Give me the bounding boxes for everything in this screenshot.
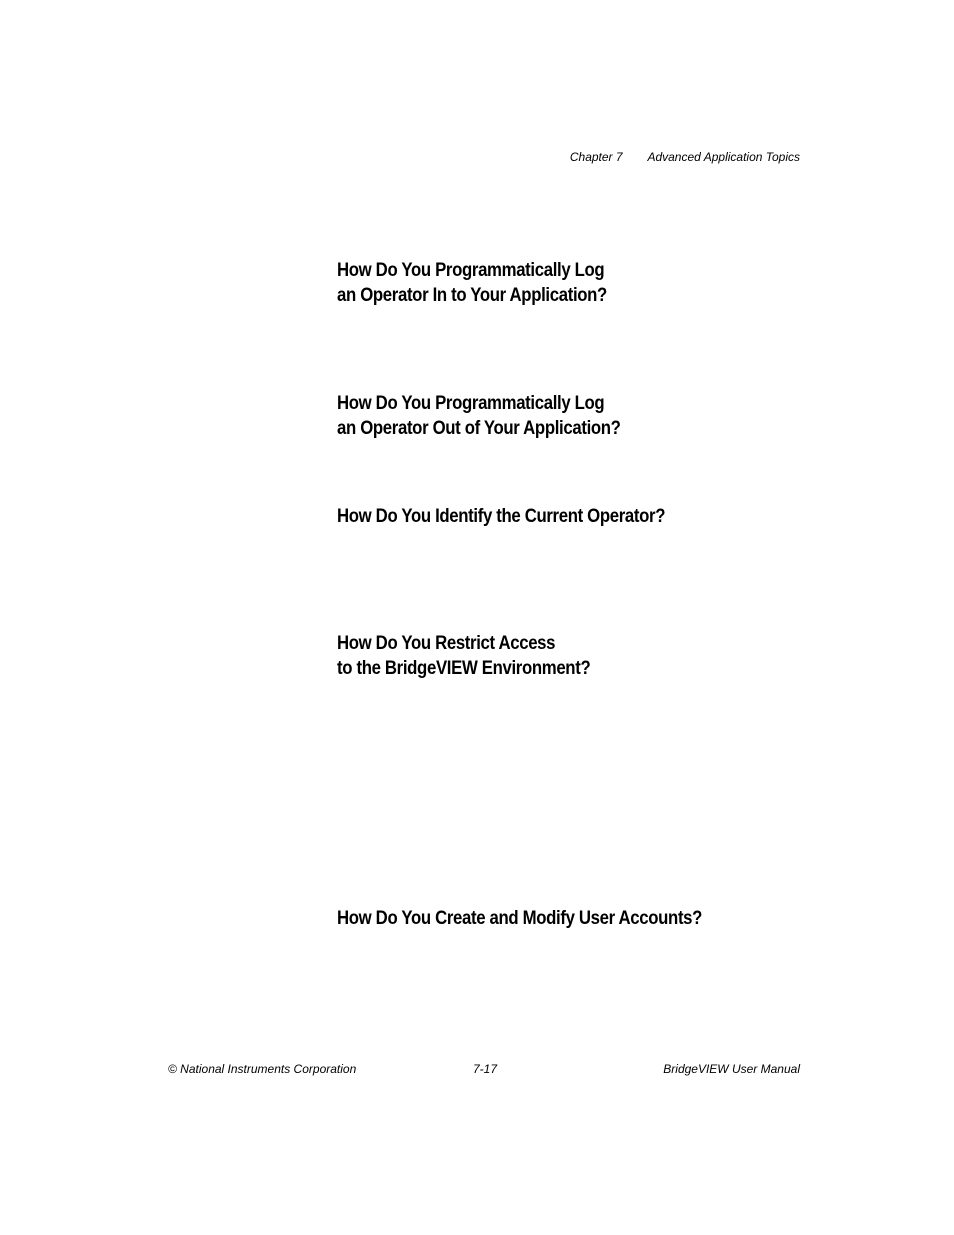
- heading-line: to the BridgeVIEW Environment?: [337, 657, 591, 679]
- heading-log-out: [337, 391, 621, 441]
- heading-log-in: [337, 258, 607, 308]
- heading-line: How Do You Restrict Access: [337, 632, 556, 654]
- heading-restrict-access: [337, 631, 590, 681]
- heading-line: How Do You Identify the Current Operator?: [337, 505, 666, 527]
- heading-line: an Operator Out of Your Application?: [337, 417, 621, 439]
- page-number: 7-17: [473, 1062, 498, 1076]
- heading-line: an Operator In to Your Application?: [337, 284, 607, 306]
- running-header: [570, 150, 800, 164]
- heading-line: How Do You Programmatically Log: [337, 392, 605, 414]
- footer-copyright: © National Instruments Corporation: [168, 1062, 357, 1076]
- heading-line: How Do You Programmatically Log: [337, 259, 605, 281]
- section-title: Advanced Application Topics: [647, 150, 800, 164]
- chapter-label: Chapter 7: [569, 150, 623, 164]
- heading-user-accounts: [337, 906, 702, 931]
- heading-identify-operator: [337, 504, 665, 529]
- manual-title: BridgeVIEW User Manual: [663, 1062, 800, 1076]
- heading-line: How Do You Create and Modify User Accounts?: [337, 907, 703, 929]
